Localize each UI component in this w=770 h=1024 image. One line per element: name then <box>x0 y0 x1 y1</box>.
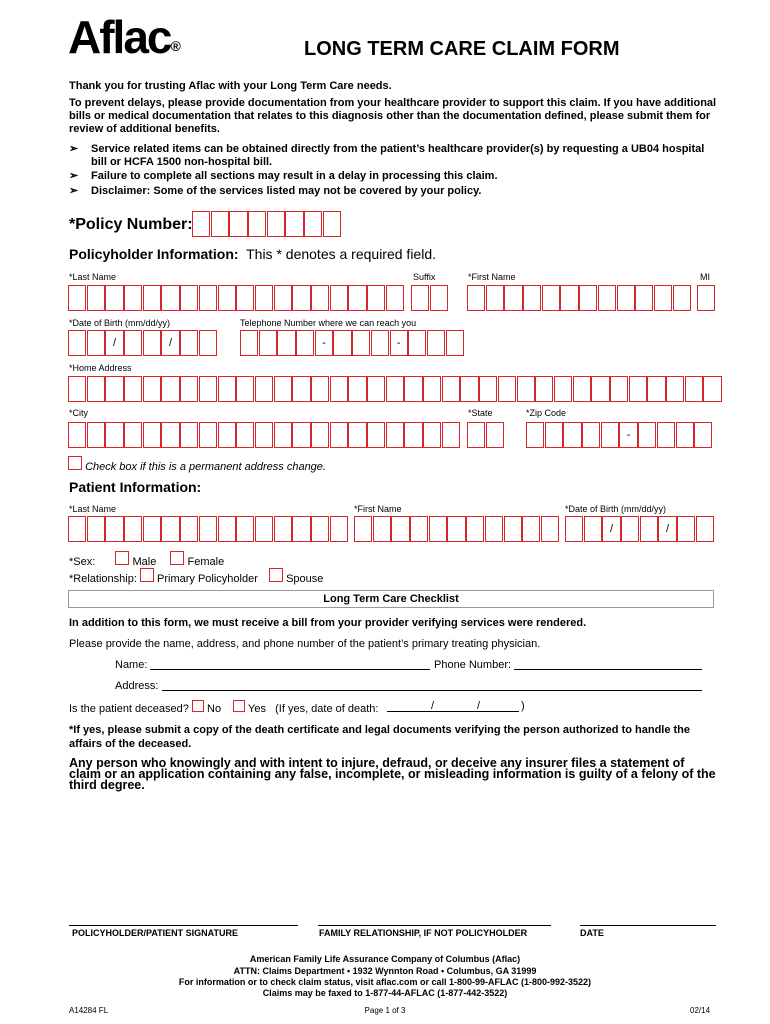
entry-box[interactable] <box>161 285 179 311</box>
entry-box[interactable] <box>330 422 348 448</box>
entry-box[interactable] <box>348 285 366 311</box>
entry-box[interactable] <box>504 285 522 311</box>
entry-box[interactable] <box>311 376 329 402</box>
entry-box[interactable] <box>657 422 675 448</box>
relationship-label: *Relationship: <box>69 573 137 585</box>
entry-box[interactable] <box>404 376 422 402</box>
entry-box[interactable] <box>211 211 229 237</box>
city-label: *City <box>69 408 89 418</box>
entry-box[interactable]: / <box>658 516 676 542</box>
entry-box[interactable] <box>330 285 348 311</box>
aflac-logo: Aflac® <box>68 11 181 63</box>
patient-dob-boxes[interactable] <box>565 516 715 542</box>
entry-box[interactable] <box>573 376 591 402</box>
suffix-boxes[interactable] <box>411 285 448 311</box>
entry-box[interactable] <box>446 330 464 356</box>
entry-box[interactable] <box>255 285 273 311</box>
fraud-notice: Any person who knowingly and with intent to injure, defraud, or deceive any insurer files a statement of claim or an application containing any false, incomplete, or misleading information is guilty of a felony of the third degree. <box>69 756 716 792</box>
entry-box[interactable] <box>638 422 656 448</box>
entry-box[interactable] <box>654 285 672 311</box>
entry-box[interactable] <box>180 285 198 311</box>
date-line[interactable] <box>580 925 716 926</box>
entry-box[interactable] <box>523 285 541 311</box>
entry-box[interactable] <box>124 376 142 402</box>
state-boxes[interactable] <box>467 422 504 448</box>
entry-box[interactable] <box>584 516 602 542</box>
entry-box[interactable] <box>236 422 254 448</box>
entry-box[interactable] <box>311 422 329 448</box>
entry-box[interactable] <box>423 422 441 448</box>
footer-info: For information or to check claim status, visit aflac.com or call 1-800-99-AFLAC (1-800-992-3522) <box>178 977 592 987</box>
death-certificate-note: *If yes, please submit a copy of the death certificate and legal documents verifying the person authorized to handle the affairs of the deceased. <box>69 724 691 750</box>
entry-box[interactable] <box>554 376 572 402</box>
entry-box[interactable] <box>498 376 516 402</box>
entry-box[interactable] <box>68 330 86 356</box>
entry-box[interactable] <box>545 422 563 448</box>
entry-box[interactable] <box>199 376 217 402</box>
entry-box[interactable] <box>87 285 105 311</box>
entry-box[interactable] <box>685 376 703 402</box>
policyholder-heading: Policyholder Information: This * denotes a required field. <box>69 246 436 262</box>
deceased-no-checkbox[interactable] <box>192 700 204 712</box>
death-date-slash: / <box>477 700 481 712</box>
male-checkbox[interactable] <box>115 551 129 565</box>
entry-box[interactable] <box>248 211 266 237</box>
entry-box[interactable] <box>348 422 366 448</box>
physician-address-label: Address: <box>115 680 159 692</box>
entry-box[interactable] <box>430 285 448 311</box>
deceased-question: Is the patient deceased? <box>69 703 189 715</box>
entry-box[interactable] <box>486 422 504 448</box>
entry-box[interactable] <box>68 516 86 542</box>
entry-box[interactable] <box>274 422 292 448</box>
city-boxes[interactable] <box>68 422 460 448</box>
female-checkbox[interactable] <box>170 551 184 565</box>
physician-address-field[interactable] <box>162 690 702 691</box>
entry-box[interactable] <box>373 516 391 542</box>
sex-row <box>69 551 224 568</box>
patient-last-name-boxes[interactable] <box>68 516 348 542</box>
entry-box[interactable] <box>404 422 422 448</box>
intro-prevent: To prevent delays, please provide documentation from your healthcare provider to support this claim. If you have additional bills or medical documentation that relates to this diagnosis other than the documentation defined, please submit them for review of additional benefits. <box>69 97 717 135</box>
checklist-header: Long Term Care Checklist <box>68 590 714 608</box>
entry-box[interactable] <box>199 516 217 542</box>
entry-box[interactable] <box>285 211 303 237</box>
entry-box[interactable] <box>333 330 351 356</box>
entry-box[interactable] <box>666 376 684 402</box>
address-change-checkbox[interactable] <box>68 456 82 470</box>
entry-box[interactable] <box>267 211 285 237</box>
entry-box[interactable] <box>386 376 404 402</box>
entry-box[interactable] <box>240 330 258 356</box>
entry-box[interactable] <box>229 211 247 237</box>
entry-box[interactable]: - <box>619 422 637 448</box>
entry-box[interactable] <box>143 422 161 448</box>
suffix-label: Suffix <box>413 272 436 282</box>
intro-bullet: ➢ Service related items can be obtained directly from the patient’s healthcare provider(s) by requesting a UB04 hospital bill or HCFA 1500 non-hospital bill. <box>69 143 705 168</box>
entry-box[interactable] <box>591 376 609 402</box>
signature-line[interactable] <box>69 925 298 926</box>
bullet-arrow-icon: ➢ <box>69 170 79 182</box>
entry-box[interactable] <box>629 376 647 402</box>
entry-box[interactable] <box>105 422 123 448</box>
physician-name-label: Name: <box>115 659 148 671</box>
entry-box[interactable] <box>292 376 310 402</box>
primary-policyholder-checkbox[interactable] <box>140 568 154 582</box>
entry-box[interactable] <box>277 330 295 356</box>
patient-first-name-boxes[interactable] <box>354 516 560 542</box>
entry-box[interactable] <box>180 376 198 402</box>
zip-label: *Zip Code <box>526 408 567 418</box>
form-id: A14284 FL <box>69 1006 109 1015</box>
entry-box[interactable] <box>504 516 522 542</box>
entry-box[interactable] <box>68 376 86 402</box>
deceased-no-label: No <box>207 703 222 715</box>
entry-box[interactable]: - <box>390 330 408 356</box>
primary-policyholder-label: Primary Policyholder <box>157 573 258 585</box>
entry-box[interactable] <box>124 330 142 356</box>
deceased-row <box>69 700 378 715</box>
entry-box[interactable] <box>124 516 142 542</box>
entry-box[interactable] <box>601 422 619 448</box>
entry-box[interactable] <box>348 376 366 402</box>
entry-box[interactable] <box>236 376 254 402</box>
entry-box[interactable] <box>105 516 123 542</box>
physician-phone-label: Phone Number: <box>434 659 512 671</box>
entry-box[interactable] <box>292 285 310 311</box>
home-address-label: *Home Address <box>69 363 132 373</box>
entry-box[interactable]: / <box>105 330 123 356</box>
footer-fax: Claims may be faxed to 1-877-44-AFLAC (1-877-442-3522) <box>262 988 508 998</box>
bullet-arrow-icon: ➢ <box>69 185 79 197</box>
entry-box[interactable] <box>467 285 485 311</box>
entry-box[interactable] <box>411 285 429 311</box>
entry-box[interactable] <box>161 422 179 448</box>
entry-box[interactable] <box>410 516 428 542</box>
female-label: Female <box>187 556 225 568</box>
entry-box[interactable] <box>161 376 179 402</box>
patient-first-name-label: *First Name <box>354 504 402 514</box>
entry-box[interactable] <box>485 516 503 542</box>
entry-box[interactable] <box>386 285 404 311</box>
intro-bullet: ➢ Disclaimer: Some of the services listed may not be covered by your policy. <box>69 185 482 197</box>
entry-box[interactable] <box>367 422 385 448</box>
date-label: DATE <box>580 928 604 938</box>
entry-box[interactable] <box>68 422 86 448</box>
first-name-label: *First Name <box>468 272 516 282</box>
entry-box[interactable] <box>87 516 105 542</box>
relationship-row <box>69 568 323 585</box>
physician-name-field[interactable] <box>150 669 430 670</box>
spouse-checkbox[interactable] <box>269 568 283 582</box>
entry-box[interactable] <box>236 516 254 542</box>
form-title: LONG TERM CARE CLAIM FORM <box>304 38 620 60</box>
entry-box[interactable] <box>124 422 142 448</box>
registered-mark: ® <box>170 38 181 54</box>
entry-box[interactable] <box>311 285 329 311</box>
intro-thanks: Thank you for trusting Aflac with your Long Term Care needs. <box>69 80 392 92</box>
entry-box[interactable] <box>617 285 635 311</box>
first-name-boxes[interactable] <box>467 285 691 311</box>
entry-box[interactable] <box>323 211 341 237</box>
entry-box[interactable] <box>105 285 123 311</box>
phone-label: Telephone Number where we can reach you <box>240 318 417 328</box>
entry-box[interactable] <box>542 285 560 311</box>
entry-box[interactable] <box>87 376 105 402</box>
entry-box[interactable] <box>180 330 198 356</box>
physician-prompt: Please provide the name, address, and phone number of the patient’s primary treating physician. <box>69 638 541 650</box>
bullet-arrow-icon: ➢ <box>69 143 79 155</box>
footer-address: ATTN: Claims Department • 1932 Wynnton Road • Columbus, GA 31999 <box>233 966 537 976</box>
entry-box[interactable] <box>697 285 715 311</box>
death-date-prompt: (If yes, date of death: <box>275 703 379 715</box>
entry-box[interactable] <box>677 516 695 542</box>
entry-box[interactable] <box>673 285 691 311</box>
entry-box[interactable] <box>466 516 484 542</box>
entry-box[interactable] <box>161 516 179 542</box>
entry-box[interactable] <box>330 376 348 402</box>
spouse-label: Spouse <box>286 573 324 585</box>
dob-boxes[interactable] <box>68 330 218 356</box>
entry-box[interactable] <box>274 376 292 402</box>
entry-box[interactable] <box>563 422 581 448</box>
footer-company: American Family Life Assurance Company of Columbus (Aflac) <box>249 954 521 964</box>
entry-box[interactable] <box>105 376 123 402</box>
entry-box[interactable] <box>442 422 460 448</box>
page-number: Page 1 of 3 <box>364 1006 406 1015</box>
entry-box[interactable] <box>87 330 105 356</box>
entry-box[interactable] <box>274 516 292 542</box>
entry-box[interactable] <box>274 285 292 311</box>
entry-box[interactable] <box>621 516 639 542</box>
entry-box[interactable] <box>517 376 535 402</box>
entry-box[interactable]: - <box>315 330 333 356</box>
patient-dob-label: *Date of Birth (mm/dd/yy) <box>565 504 667 514</box>
state-label: *State <box>468 408 493 418</box>
address-change-row <box>68 456 326 473</box>
entry-box[interactable] <box>565 516 583 542</box>
dob-label: *Date of Birth (mm/dd/yy) <box>69 318 171 328</box>
entry-box[interactable] <box>647 376 665 402</box>
deceased-yes-checkbox[interactable] <box>233 700 245 712</box>
phone-boxes[interactable] <box>240 330 464 356</box>
entry-box[interactable] <box>610 376 628 402</box>
death-date-close: ) <box>521 700 525 712</box>
entry-box[interactable] <box>640 516 658 542</box>
entry-box[interactable] <box>598 285 616 311</box>
zip-boxes[interactable] <box>526 422 713 448</box>
mi-box[interactable] <box>697 285 716 311</box>
entry-box[interactable] <box>218 376 236 402</box>
last-name-boxes[interactable] <box>68 285 404 311</box>
address-change-label: Check box if this is a permanent address change. <box>85 461 326 473</box>
entry-box[interactable] <box>582 422 600 448</box>
entry-box[interactable] <box>292 516 310 542</box>
entry-box[interactable] <box>68 285 86 311</box>
patient-heading: Patient Information: <box>69 479 202 495</box>
last-name-label: *Last Name <box>69 272 117 282</box>
deceased-yes-label: Yes <box>248 703 266 715</box>
death-date-field[interactable] <box>387 711 519 712</box>
intro-bullet: ➢ Failure to complete all sections may result in a delay in processing this claim. <box>69 170 498 182</box>
entry-box[interactable] <box>304 211 322 237</box>
entry-box[interactable] <box>143 376 161 402</box>
entry-box[interactable] <box>391 516 409 542</box>
entry-box[interactable] <box>199 422 217 448</box>
entry-box[interactable] <box>143 516 161 542</box>
mi-label: MI <box>700 272 710 282</box>
policy-number-boxes[interactable] <box>192 211 342 237</box>
relationship-label: FAMILY RELATIONSHIP, IF NOT POLICYHOLDER <box>319 928 528 938</box>
entry-box[interactable] <box>259 330 277 356</box>
entry-box[interactable] <box>703 376 721 402</box>
entry-box[interactable]: / <box>602 516 620 542</box>
entry-box[interactable] <box>535 376 553 402</box>
entry-box[interactable] <box>367 376 385 402</box>
entry-box[interactable] <box>124 285 142 311</box>
entry-box[interactable] <box>296 330 314 356</box>
entry-box[interactable] <box>526 422 544 448</box>
entry-box[interactable] <box>460 376 478 402</box>
entry-box[interactable] <box>371 330 389 356</box>
entry-box[interactable] <box>442 376 460 402</box>
male-label: Male <box>132 556 157 568</box>
policy-number-label: *Policy Number: <box>69 216 193 233</box>
death-date-slash: / <box>431 700 435 712</box>
entry-box[interactable] <box>541 516 559 542</box>
entry-box[interactable] <box>354 516 372 542</box>
entry-box[interactable]: / <box>161 330 179 356</box>
entry-box[interactable] <box>427 330 445 356</box>
entry-box[interactable] <box>367 285 385 311</box>
entry-box[interactable] <box>180 422 198 448</box>
entry-box[interactable] <box>218 285 236 311</box>
entry-box[interactable] <box>180 516 198 542</box>
entry-box[interactable] <box>447 516 465 542</box>
entry-box[interactable] <box>408 330 426 356</box>
entry-box[interactable] <box>423 376 441 402</box>
relationship-line[interactable] <box>318 925 551 926</box>
entry-box[interactable] <box>330 516 348 542</box>
entry-box[interactable] <box>479 376 497 402</box>
entry-box[interactable] <box>143 330 161 356</box>
form-version: 02/14 <box>690 1006 711 1015</box>
patient-last-name-label: *Last Name <box>69 504 117 514</box>
entry-box[interactable] <box>218 516 236 542</box>
entry-box[interactable] <box>486 285 504 311</box>
entry-box[interactable] <box>143 285 161 311</box>
entry-box[interactable] <box>218 422 236 448</box>
entry-box[interactable] <box>352 330 370 356</box>
entry-box[interactable] <box>236 285 254 311</box>
entry-box[interactable] <box>635 285 653 311</box>
entry-box[interactable] <box>467 422 485 448</box>
sex-label: *Sex: <box>69 556 96 568</box>
entry-box[interactable] <box>255 376 273 402</box>
physician-phone-field[interactable] <box>514 669 702 670</box>
entry-box[interactable] <box>579 285 597 311</box>
entry-box[interactable] <box>696 516 714 542</box>
entry-box[interactable] <box>192 211 210 237</box>
entry-box[interactable] <box>429 516 447 542</box>
entry-box[interactable] <box>694 422 712 448</box>
entry-box[interactable] <box>199 330 217 356</box>
entry-box[interactable] <box>522 516 540 542</box>
entry-box[interactable] <box>255 422 273 448</box>
signature-label: POLICYHOLDER/PATIENT SIGNATURE <box>72 928 239 938</box>
entry-box[interactable] <box>87 422 105 448</box>
entry-box[interactable] <box>292 422 310 448</box>
home-address-boxes[interactable] <box>68 376 722 402</box>
entry-box[interactable] <box>386 422 404 448</box>
bill-notice: In addition to this form, we must receive a bill from your provider verifying services were rendered. <box>69 617 587 629</box>
entry-box[interactable] <box>199 285 217 311</box>
entry-box[interactable] <box>676 422 694 448</box>
entry-box[interactable] <box>311 516 329 542</box>
entry-box[interactable] <box>255 516 273 542</box>
entry-box[interactable] <box>560 285 578 311</box>
